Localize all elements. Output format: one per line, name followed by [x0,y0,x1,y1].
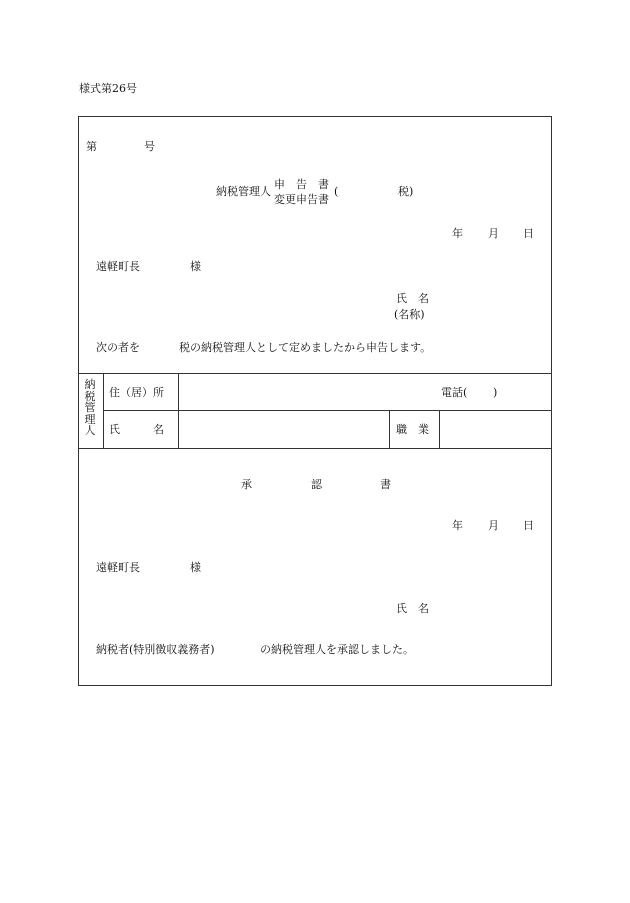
phone-label: 電話( [441,386,468,399]
approval-date-day: 日 [523,519,534,532]
phone-close: ) [493,386,498,399]
approval-date-year: 年 [452,519,463,532]
table-occupation-left-divider [389,410,390,448]
side-label-char: 税 [84,389,96,403]
date-day: 日 [523,227,534,240]
document-number-prefix: 第 [86,140,97,153]
side-label-char: 管 [84,401,96,414]
applicant-corporate-name-label: (名称) [394,308,425,321]
approver-name-label: 氏 名 [396,602,429,615]
table-top-border [78,373,552,374]
approval-title-char-2: 認 [311,478,322,491]
side-label-char: 人 [84,424,96,437]
approval-addressee: 遠軽町長 [96,561,140,574]
side-label-char: 理 [84,412,96,426]
approval-title-char-1: 承 [241,478,252,491]
title-declaration: 申 告 書 [274,178,329,191]
declaration-text-end: 税の納税管理人として定めましたから申告します。 [179,341,432,354]
address-label: 住（居）所 [109,386,164,399]
tax-manager-side-label [84,379,96,437]
table-side-divider [103,373,104,448]
approval-statement-start: 納税者(特別徴収義務者) [96,643,215,656]
occupation-label: 職 業 [396,423,429,436]
document-number-suffix: 号 [144,140,155,153]
approval-date-month: 月 [488,519,499,532]
form-number: 様式第26号 [79,82,137,95]
date-year: 年 [452,227,463,240]
applicant-name-label: 氏 名 [396,292,429,305]
honorific: 様 [190,260,201,273]
approval-honorific: 様 [190,561,201,574]
addressee: 遠軽町長 [96,260,140,273]
title-prefix: 納税管理人 [216,185,271,198]
manager-name-label: 氏 名 [109,423,164,436]
title-paren-open: ( [334,185,339,198]
approval-title-char-3: 書 [380,478,391,491]
table-occupation-right-divider [439,410,440,448]
table-row-divider [103,410,552,411]
table-bottom-border [78,448,552,449]
declaration-text-start: 次の者を [96,341,140,354]
title-tax: 税) [398,185,414,198]
side-label-char: 納 [84,378,96,391]
date-month: 月 [488,227,499,240]
table-label-divider [178,373,179,448]
title-change-declaration: 変更申告書 [274,193,329,206]
approval-statement-end: の納税管理人を承認しました。 [260,643,414,656]
